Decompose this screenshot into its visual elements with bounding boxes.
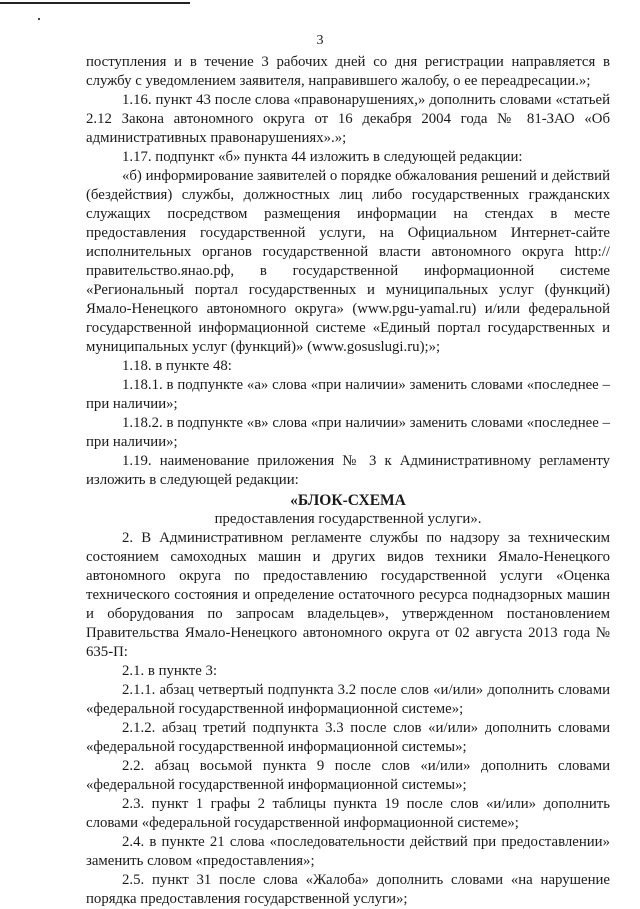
- paragraph-2: 2. В Административном регламенте службы по надзору за техническим состоянием самоходных машин и других видов техники Ямало-Ненецкого автономного округа по предоставлению государственной услуги «Оценка технического состояния и определение остаточного ресурса поднадзорных машин и оборудования по запросам владельцев», утвержденном постановлением Правительства Ямало-Ненецкого автономного округа от 02 августа 2013 года № 635-П:: [86, 530, 610, 660]
- paragraph-2-1: 2.1. в пункте 3:: [122, 663, 218, 679]
- paragraph-1-16: 1.16. пункт 43 после слова «правонарушениях,» дополнить словами «статьей 2.12 Закона автономного округа от 16 декабря 2004 года № 81-ЗАО «Об административных правонарушениях».»;: [86, 92, 610, 146]
- scan-mark: [38, 18, 40, 20]
- paragraph-1-18: 1.18. в пункте 48:: [122, 358, 232, 374]
- paragraph-2-5: 2.5. пункт 31 после слова «Жалоба» дополнить словами «на нарушение порядка предоставления государственной услуги»;: [86, 872, 610, 907]
- paragraph-2-1-1: 2.1.1. абзац четвертый подпункта 3.2 после слов «и/или» дополнить словами «федеральной государственной информационной системе»;: [86, 682, 610, 717]
- document-body: [86, 53, 610, 909]
- paragraph-1-19: 1.19. наименование приложения № 3 к Административному регламенту изложить в следующей редакции:: [86, 453, 610, 488]
- block-scheme-subheading: предоставления государственной услуги».: [214, 511, 482, 527]
- block-scheme-heading: «БЛОК-СХЕМА: [290, 492, 406, 509]
- paragraph-continuation: поступления и в течение 3 рабочих дней со дня регистрации направляется в службу с уведомлением заявителя, направившего жалобу, о ее переадресации.»;: [86, 54, 610, 89]
- paragraph-1-17: 1.17. подпункт «б» пункта 44 изложить в следующей редакции:: [122, 149, 523, 165]
- paragraph-1-18-1: 1.18.1. в подпункте «а» слова «при наличии» заменить словами «последнее – при наличии»;: [86, 377, 610, 412]
- paragraph-2-1-2: 2.1.2. абзац третий подпункта 3.3 после слов «и/или» дополнить словами «федеральной государственной информационной системы»;: [86, 720, 610, 755]
- paragraph-2-4: 2.4. в пункте 21 слова «последовательности действий при предоставлении» заменить словом «предоставления»;: [86, 834, 610, 869]
- paragraph-1-18-2: 1.18.2. в подпункте «в» слова «при наличии» заменить словами «последнее – при наличии»;: [86, 415, 610, 450]
- paragraph-1-17-b: «б) информирование заявителей о порядке обжалования решений и действий (бездействия) службы, должностных лиц либо государственных гражданских служащих посредством размещения информации на стендах в месте предоставления государственной услуги, на Официальном Интернет-сайте исполнительных органов государственной власти автономного округа http://правительство.янао.рф, в государственной информационной системе «Региональный портал государственных и муниципальных услуг (функций) Ямало-Ненецкого автономного округа» (www.pgu-yamal.ru) и/или федеральной государственной информационной системе «Единый портал государственных и муниципальных услуг (функций)» (www.gosuslugi.ru);»;: [86, 168, 610, 355]
- header-rule: [0, 2, 190, 4]
- paragraph-2-3: 2.3. пункт 1 графы 2 таблицы пункта 19 после слов «и/или» дополнить словами «федеральной государственной информационной системе»;: [86, 796, 610, 831]
- page-number: 3: [316, 33, 324, 48]
- paragraph-2-2: 2.2. абзац восьмой пункта 9 после слов «и/или» дополнить словами «федеральной государственной информационной системы»;: [86, 758, 610, 793]
